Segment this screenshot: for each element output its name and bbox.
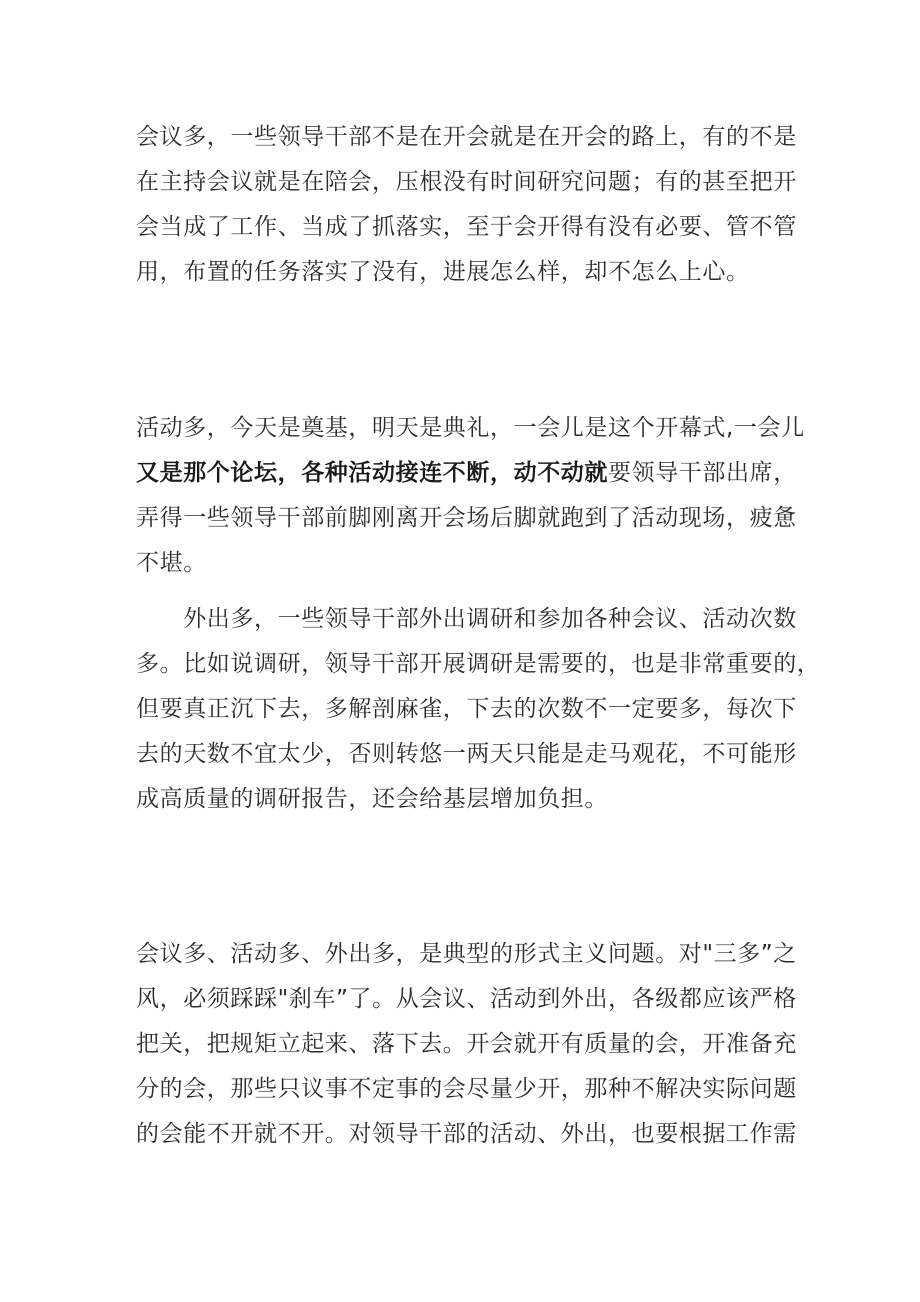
text-line: 在主持会议就是在陪会，压根没有时间研究问题；有的甚至把开 [136, 169, 797, 195]
text-line: 去的天数不宜太少，否则转悠一两天只能是走马观花，不可能形 [136, 741, 797, 767]
text-line: 风，必须踩踩"刹车”了。从会议、活动到外出，各级都应该严格 [136, 986, 797, 1012]
text-line: 把关，把规矩立起来、落下去。开会就开有质量的会，开准备充 [136, 1031, 797, 1057]
text-line: 分的会，那些只议事不定事的会尽量少开，那种不解决实际问题 [136, 1076, 797, 1102]
bold-text: 又是那个论坛，各种活动接连不断，动不动就 [136, 460, 608, 486]
text-line: 但要真正沉下去，多解剖麻雀，下去的次数不一定要多，每次下 [136, 696, 797, 722]
text-line: 不堪。 [136, 550, 207, 576]
text-line: 会议多、活动多、外出多，是典型的形式主义问题。对"三多”之 [136, 941, 797, 967]
paragraph-activities [136, 406, 805, 586]
text-line: 用，布置的任务落实了没有，进展怎么样，却不怎么上心。 [136, 259, 750, 285]
text-line: 会议多，一些领导干部不是在开会就是在开会的路上，有的不是 [136, 124, 797, 150]
text-line: 活动多，今天是奠基，明天是典礼，一会儿是这个开幕式,一会儿 [136, 415, 805, 441]
text-line: 弄得一些领导干部前脚刚离开会场后脚就跑到了活动现场，疲惫 [136, 505, 797, 531]
text-line: 外出多，一些领导干部外出调研和参加各种会议、活动次数 [136, 606, 797, 632]
text-run: 要领导干部出席， [608, 460, 797, 486]
text-line: 成高质量的调研报告，还会给基层增加负担。 [136, 786, 608, 812]
paragraph-meetings [136, 115, 796, 295]
text-line: 多。比如说调研，领导干部开展调研是需要的，也是非常重要的， [136, 651, 821, 677]
text-line: 会当成了工作、当成了抓落实，至于会开得有没有必要、管不管 [136, 214, 797, 240]
text-line: 的会能不开就不开。对领导干部的活动、外出，也要根据工作需 [136, 1121, 797, 1147]
text-line [136, 451, 796, 496]
paragraph-conclusion [136, 932, 796, 1157]
paragraph-outings [136, 597, 821, 822]
